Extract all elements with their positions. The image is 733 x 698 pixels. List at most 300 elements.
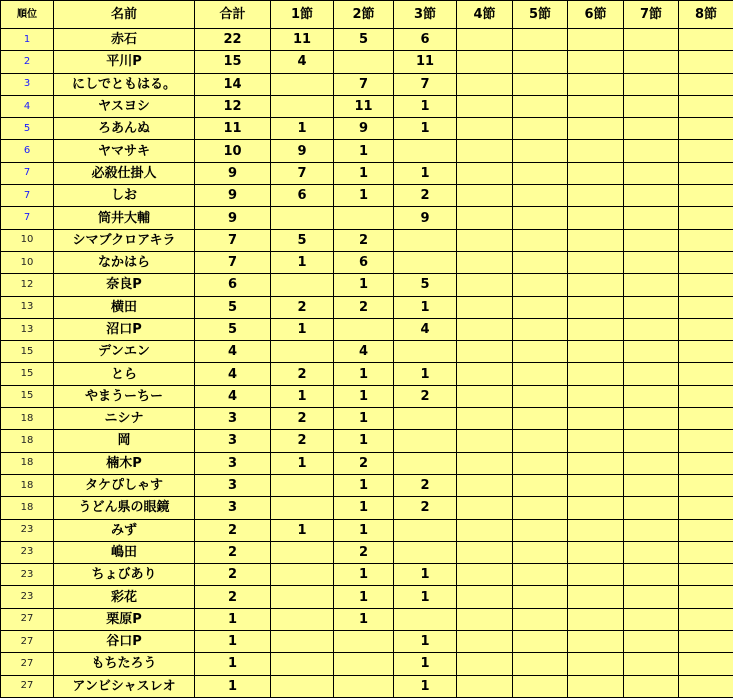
- round-5-cell: [513, 519, 568, 541]
- total-cell: 3: [195, 474, 271, 496]
- round-4-cell: [457, 675, 513, 697]
- round-5-cell: [513, 185, 568, 207]
- round-2-cell: [334, 631, 394, 653]
- name-cell: デンエン: [54, 341, 195, 363]
- round-4-cell: [457, 519, 513, 541]
- round-4-cell: [457, 497, 513, 519]
- table-row: [1, 318, 733, 340]
- round-6-cell: [568, 430, 624, 452]
- rank-cell: 2: [1, 51, 54, 73]
- round-6-cell: [568, 653, 624, 675]
- rank-cell: 15: [1, 385, 54, 407]
- round-5-cell: [513, 631, 568, 653]
- round-2-cell: 1: [334, 140, 394, 162]
- name-cell: 彩花: [54, 586, 195, 608]
- table-row: [1, 363, 733, 385]
- round-3-cell: 1: [394, 296, 457, 318]
- round-8-cell: [679, 564, 733, 586]
- round-1-cell: 1: [271, 251, 334, 273]
- round-8-cell: [679, 363, 733, 385]
- round-2-cell: [334, 51, 394, 73]
- table-row: [1, 296, 733, 318]
- round-3-cell: 1: [394, 363, 457, 385]
- round-4-cell: [457, 73, 513, 95]
- round-5-cell: [513, 653, 568, 675]
- round-8-cell: [679, 474, 733, 496]
- round-3-cell: 11: [394, 51, 457, 73]
- round-8-cell: [679, 29, 733, 51]
- total-cell: 2: [195, 564, 271, 586]
- round-1-cell: [271, 341, 334, 363]
- total-cell: 4: [195, 385, 271, 407]
- round-6-cell: [568, 675, 624, 697]
- round-5-cell: [513, 474, 568, 496]
- table-row: [1, 497, 733, 519]
- round-6-cell: [568, 586, 624, 608]
- round-8-cell: [679, 296, 733, 318]
- round-8-cell: [679, 118, 733, 140]
- round-2-cell: 4: [334, 341, 394, 363]
- round-2-cell: 1: [334, 408, 394, 430]
- rank-cell: 13: [1, 296, 54, 318]
- total-cell: 2: [195, 541, 271, 563]
- round-5-cell: [513, 341, 568, 363]
- round-8-cell: [679, 519, 733, 541]
- name-cell: 赤石: [54, 29, 195, 51]
- round-6-cell: [568, 274, 624, 296]
- round-5-cell: [513, 318, 568, 340]
- round-2-cell: 1: [334, 586, 394, 608]
- round-5-cell: [513, 73, 568, 95]
- round-8-cell: [679, 385, 733, 407]
- total-cell: 14: [195, 73, 271, 95]
- total-cell: 4: [195, 341, 271, 363]
- round-1-cell: [271, 675, 334, 697]
- round-5-cell: [513, 408, 568, 430]
- round-6-cell: [568, 207, 624, 229]
- round-4-cell: [457, 318, 513, 340]
- round-7-cell: [624, 29, 679, 51]
- total-cell: 2: [195, 519, 271, 541]
- name-cell: タケぴしゃす: [54, 474, 195, 496]
- name-cell: 谷口P: [54, 631, 195, 653]
- rank-cell: 18: [1, 452, 54, 474]
- round-5-cell: [513, 51, 568, 73]
- round-7-cell: [624, 274, 679, 296]
- round-4-cell: [457, 564, 513, 586]
- round-6-cell: [568, 408, 624, 430]
- round-4-cell: [457, 185, 513, 207]
- round-3-cell: 1: [394, 118, 457, 140]
- round-8-cell: [679, 408, 733, 430]
- round-4-cell: [457, 452, 513, 474]
- total-cell: 5: [195, 296, 271, 318]
- name-cell: ちょびあり: [54, 564, 195, 586]
- table-row: [1, 541, 733, 563]
- round-2-cell: 1: [334, 274, 394, 296]
- round-4-cell: [457, 95, 513, 117]
- name-cell: なかはら: [54, 251, 195, 273]
- round-2-cell: 2: [334, 296, 394, 318]
- table-row: [1, 51, 733, 73]
- name-cell: 筒井大輔: [54, 207, 195, 229]
- name-cell: みず: [54, 519, 195, 541]
- rank-cell: 10: [1, 229, 54, 251]
- round-6-cell: [568, 162, 624, 184]
- round-6-cell: [568, 318, 624, 340]
- round-2-cell: 1: [334, 608, 394, 630]
- rank-cell: 6: [1, 140, 54, 162]
- name-cell: 平川P: [54, 51, 195, 73]
- round-6-cell: [568, 541, 624, 563]
- table-row: [1, 452, 733, 474]
- total-cell: 9: [195, 185, 271, 207]
- total-cell: 7: [195, 229, 271, 251]
- round-5-cell: [513, 608, 568, 630]
- round-8-cell: [679, 541, 733, 563]
- round-1-cell: [271, 497, 334, 519]
- round-7-cell: [624, 430, 679, 452]
- table-row: [1, 385, 733, 407]
- table-row: [1, 341, 733, 363]
- name-cell: 必殺仕掛人: [54, 162, 195, 184]
- round-1-cell: [271, 274, 334, 296]
- round-2-cell: 7: [334, 73, 394, 95]
- round-4-cell: [457, 162, 513, 184]
- round-4-cell: [457, 631, 513, 653]
- rank-cell: 23: [1, 586, 54, 608]
- round-4-cell: [457, 474, 513, 496]
- round-7-cell: [624, 474, 679, 496]
- round-5-cell: [513, 675, 568, 697]
- name-cell: しお: [54, 185, 195, 207]
- round-3-cell: 5: [394, 274, 457, 296]
- round-7-cell: [624, 385, 679, 407]
- table-row: [1, 251, 733, 273]
- round-7-cell: [624, 251, 679, 273]
- round-5-cell: [513, 363, 568, 385]
- round-5-cell: [513, 229, 568, 251]
- round-header-6: 6節: [568, 1, 624, 29]
- round-2-cell: 5: [334, 29, 394, 51]
- rank-cell: 23: [1, 564, 54, 586]
- rank-header: 順位: [1, 1, 54, 29]
- round-5-cell: [513, 140, 568, 162]
- rank-cell: 15: [1, 341, 54, 363]
- round-1-cell: 1: [271, 385, 334, 407]
- round-7-cell: [624, 118, 679, 140]
- round-3-cell: [394, 251, 457, 273]
- table-row: [1, 29, 733, 51]
- round-8-cell: [679, 653, 733, 675]
- table-row: [1, 474, 733, 496]
- round-1-cell: [271, 73, 334, 95]
- round-2-cell: 1: [334, 564, 394, 586]
- round-5-cell: [513, 118, 568, 140]
- total-cell: 10: [195, 140, 271, 162]
- total-cell: 9: [195, 162, 271, 184]
- round-1-cell: 6: [271, 185, 334, 207]
- round-4-cell: [457, 229, 513, 251]
- round-7-cell: [624, 363, 679, 385]
- round-6-cell: [568, 95, 624, 117]
- round-3-cell: 1: [394, 631, 457, 653]
- round-6-cell: [568, 118, 624, 140]
- round-header-3: 3節: [394, 1, 457, 29]
- total-cell: 6: [195, 274, 271, 296]
- round-6-cell: [568, 385, 624, 407]
- name-cell: ヤスヨシ: [54, 95, 195, 117]
- round-6-cell: [568, 51, 624, 73]
- name-cell: 奈良P: [54, 274, 195, 296]
- rank-cell: 23: [1, 519, 54, 541]
- rank-cell: 4: [1, 95, 54, 117]
- header-row: [1, 1, 733, 29]
- round-8-cell: [679, 341, 733, 363]
- round-1-cell: 2: [271, 430, 334, 452]
- round-3-cell: [394, 408, 457, 430]
- rank-cell: 1: [1, 29, 54, 51]
- round-4-cell: [457, 140, 513, 162]
- total-cell: 22: [195, 29, 271, 51]
- round-7-cell: [624, 452, 679, 474]
- round-1-cell: 9: [271, 140, 334, 162]
- round-4-cell: [457, 608, 513, 630]
- round-1-cell: [271, 474, 334, 496]
- round-5-cell: [513, 207, 568, 229]
- round-1-cell: 1: [271, 519, 334, 541]
- round-2-cell: 1: [334, 474, 394, 496]
- round-header-2: 2節: [334, 1, 394, 29]
- round-8-cell: [679, 251, 733, 273]
- total-cell: 11: [195, 118, 271, 140]
- rank-cell: 12: [1, 274, 54, 296]
- round-2-cell: 1: [334, 497, 394, 519]
- round-2-cell: 1: [334, 162, 394, 184]
- round-8-cell: [679, 140, 733, 162]
- rank-cell: 18: [1, 408, 54, 430]
- round-2-cell: 1: [334, 385, 394, 407]
- round-header-7: 7節: [624, 1, 679, 29]
- round-8-cell: [679, 229, 733, 251]
- round-6-cell: [568, 474, 624, 496]
- name-cell: 嶋田: [54, 541, 195, 563]
- round-7-cell: [624, 229, 679, 251]
- total-cell: 3: [195, 408, 271, 430]
- name-cell: ニシナ: [54, 408, 195, 430]
- round-3-cell: 2: [394, 185, 457, 207]
- round-5-cell: [513, 385, 568, 407]
- round-3-cell: 1: [394, 586, 457, 608]
- round-3-cell: 7: [394, 73, 457, 95]
- round-1-cell: [271, 564, 334, 586]
- round-7-cell: [624, 296, 679, 318]
- round-3-cell: [394, 452, 457, 474]
- round-4-cell: [457, 296, 513, 318]
- round-7-cell: [624, 497, 679, 519]
- round-5-cell: [513, 586, 568, 608]
- round-8-cell: [679, 452, 733, 474]
- round-7-cell: [624, 207, 679, 229]
- round-6-cell: [568, 229, 624, 251]
- table-row: [1, 675, 733, 697]
- rank-cell: 27: [1, 675, 54, 697]
- round-8-cell: [679, 185, 733, 207]
- table-row: [1, 631, 733, 653]
- round-3-cell: [394, 140, 457, 162]
- round-2-cell: [334, 318, 394, 340]
- round-4-cell: [457, 541, 513, 563]
- round-3-cell: 2: [394, 474, 457, 496]
- table-row: [1, 564, 733, 586]
- round-6-cell: [568, 185, 624, 207]
- round-3-cell: 1: [394, 162, 457, 184]
- round-7-cell: [624, 564, 679, 586]
- name-cell: 楠木P: [54, 452, 195, 474]
- round-6-cell: [568, 497, 624, 519]
- name-cell: シマブクロアキラ: [54, 229, 195, 251]
- total-cell: 15: [195, 51, 271, 73]
- round-7-cell: [624, 408, 679, 430]
- round-3-cell: 2: [394, 497, 457, 519]
- round-header-5: 5節: [513, 1, 568, 29]
- round-5-cell: [513, 541, 568, 563]
- table-row: [1, 73, 733, 95]
- round-7-cell: [624, 608, 679, 630]
- round-8-cell: [679, 318, 733, 340]
- round-3-cell: 2: [394, 385, 457, 407]
- table-row: [1, 95, 733, 117]
- name-cell: 横田: [54, 296, 195, 318]
- round-3-cell: 1: [394, 95, 457, 117]
- round-2-cell: 2: [334, 541, 394, 563]
- round-8-cell: [679, 608, 733, 630]
- round-2-cell: 9: [334, 118, 394, 140]
- round-8-cell: [679, 274, 733, 296]
- rank-cell: 27: [1, 631, 54, 653]
- total-cell: 9: [195, 207, 271, 229]
- rank-cell: 18: [1, 497, 54, 519]
- total-cell: 2: [195, 586, 271, 608]
- round-2-cell: [334, 207, 394, 229]
- round-6-cell: [568, 341, 624, 363]
- round-1-cell: [271, 95, 334, 117]
- rank-cell: 18: [1, 474, 54, 496]
- round-8-cell: [679, 675, 733, 697]
- round-5-cell: [513, 95, 568, 117]
- round-header-8: 8節: [679, 1, 733, 29]
- round-5-cell: [513, 251, 568, 273]
- round-7-cell: [624, 95, 679, 117]
- round-1-cell: 5: [271, 229, 334, 251]
- round-3-cell: 1: [394, 653, 457, 675]
- round-3-cell: [394, 430, 457, 452]
- round-1-cell: [271, 631, 334, 653]
- round-1-cell: 11: [271, 29, 334, 51]
- round-4-cell: [457, 51, 513, 73]
- round-1-cell: 1: [271, 452, 334, 474]
- round-2-cell: [334, 675, 394, 697]
- round-6-cell: [568, 631, 624, 653]
- round-4-cell: [457, 341, 513, 363]
- table-row: [1, 140, 733, 162]
- round-1-cell: [271, 608, 334, 630]
- round-2-cell: [334, 653, 394, 675]
- round-header-1: 1節: [271, 1, 334, 29]
- round-7-cell: [624, 519, 679, 541]
- total-cell: 7: [195, 251, 271, 273]
- rank-cell: 27: [1, 653, 54, 675]
- round-4-cell: [457, 118, 513, 140]
- name-cell: うどん県の眼鏡: [54, 497, 195, 519]
- round-8-cell: [679, 631, 733, 653]
- round-1-cell: 4: [271, 51, 334, 73]
- total-cell: 3: [195, 430, 271, 452]
- table-row: [1, 207, 733, 229]
- rank-cell: 10: [1, 251, 54, 273]
- round-6-cell: [568, 608, 624, 630]
- round-8-cell: [679, 95, 733, 117]
- round-4-cell: [457, 274, 513, 296]
- round-7-cell: [624, 631, 679, 653]
- round-6-cell: [568, 73, 624, 95]
- table-row: [1, 519, 733, 541]
- round-6-cell: [568, 29, 624, 51]
- round-6-cell: [568, 564, 624, 586]
- total-header: 合計: [195, 1, 271, 29]
- name-cell: ろあんぬ: [54, 118, 195, 140]
- total-cell: 1: [195, 631, 271, 653]
- round-4-cell: [457, 430, 513, 452]
- round-1-cell: [271, 207, 334, 229]
- total-cell: 3: [195, 497, 271, 519]
- round-8-cell: [679, 51, 733, 73]
- round-7-cell: [624, 73, 679, 95]
- round-3-cell: 1: [394, 675, 457, 697]
- round-3-cell: 9: [394, 207, 457, 229]
- table-row: [1, 274, 733, 296]
- round-7-cell: [624, 586, 679, 608]
- round-5-cell: [513, 564, 568, 586]
- round-4-cell: [457, 29, 513, 51]
- rank-cell: 15: [1, 363, 54, 385]
- table-row: [1, 586, 733, 608]
- round-5-cell: [513, 296, 568, 318]
- round-7-cell: [624, 341, 679, 363]
- round-4-cell: [457, 408, 513, 430]
- round-8-cell: [679, 207, 733, 229]
- round-7-cell: [624, 185, 679, 207]
- round-3-cell: [394, 519, 457, 541]
- rank-cell: 13: [1, 318, 54, 340]
- round-6-cell: [568, 363, 624, 385]
- round-7-cell: [624, 653, 679, 675]
- round-1-cell: 2: [271, 296, 334, 318]
- round-4-cell: [457, 586, 513, 608]
- name-cell: アンビシャスレオ: [54, 675, 195, 697]
- round-2-cell: 1: [334, 185, 394, 207]
- name-cell: 沼口P: [54, 318, 195, 340]
- total-cell: 4: [195, 363, 271, 385]
- round-2-cell: 1: [334, 519, 394, 541]
- round-6-cell: [568, 296, 624, 318]
- round-2-cell: 6: [334, 251, 394, 273]
- round-7-cell: [624, 318, 679, 340]
- round-6-cell: [568, 140, 624, 162]
- round-2-cell: 2: [334, 229, 394, 251]
- round-8-cell: [679, 73, 733, 95]
- round-7-cell: [624, 675, 679, 697]
